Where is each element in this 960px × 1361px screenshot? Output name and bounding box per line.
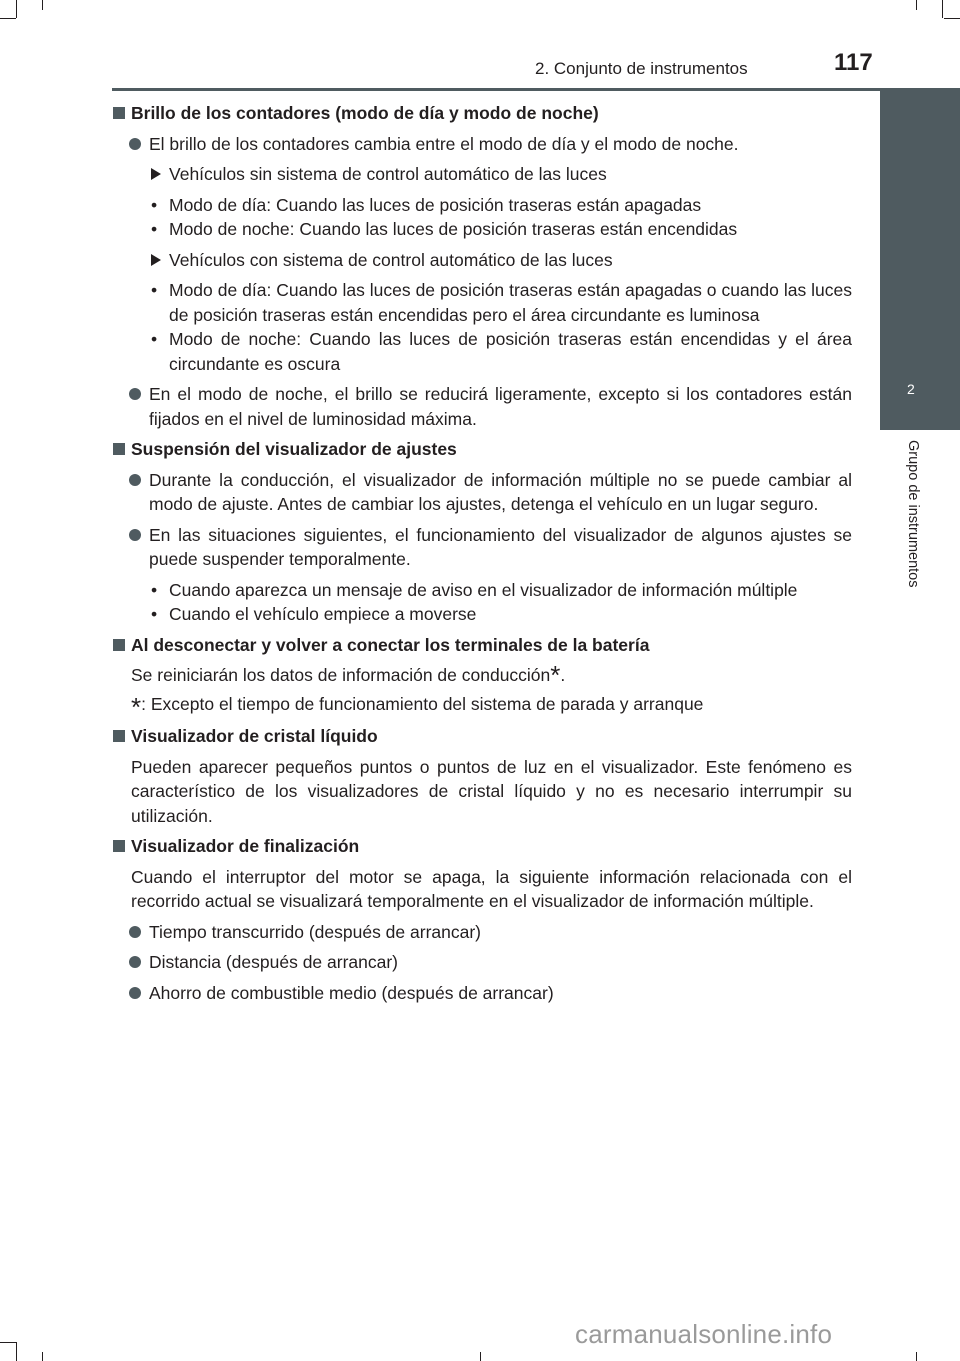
section-heading	[112, 834, 852, 859]
heading-text: Al desconectar y volver a conectar los terminales de la batería	[131, 634, 650, 655]
header-rule	[112, 88, 960, 91]
list-item-text: Modo de noche: Cuando las luces de posición traseras están encendidas y el área circundante es oscura	[169, 329, 852, 374]
paragraph-text: Distancia (después de arrancar)	[149, 952, 399, 972]
list-item-text: Modo de noche: Cuando las luces de posición traseras están encendidas	[169, 219, 738, 239]
page-content	[112, 101, 852, 1011]
footnote-asterisk: *	[131, 691, 142, 722]
paragraph	[112, 865, 852, 914]
footnote	[112, 691, 852, 722]
footnote-text: : Excepto el tiempo de funcionamiento del sistema de parada y arranque	[141, 693, 704, 714]
square-bullet-icon	[113, 639, 125, 651]
square-bullet-icon	[113, 107, 125, 119]
section-heading	[112, 437, 852, 462]
paragraph-text: Se reiniciarán los datos de información de conducción	[131, 665, 551, 685]
paragraph-text: Pueden aparecer pequeños puntos o puntos de luz en el visualizador. Este fenómeno es característico de los visualizadores de cristal líquido y no es necesario interrumpir su utilización.	[131, 756, 852, 826]
list-item	[112, 278, 852, 327]
heading-text: Suspensión del visualizador de ajustes	[131, 439, 457, 459]
crop-mark	[0, 1342, 16, 1343]
circle-bullet-icon	[129, 926, 141, 938]
sub-heading-text: Vehículos sin sistema de control automático de las luces	[169, 164, 607, 184]
circle-item	[112, 468, 852, 517]
paragraph: Se reiniciarán los datos de información de conducción*.	[131, 660, 566, 690]
heading-text: Visualizador de cristal líquido	[131, 726, 378, 746]
crop-mark	[0, 18, 16, 19]
bullet-icon: •	[151, 604, 158, 624]
circle-item	[112, 950, 852, 975]
circle-item	[112, 981, 852, 1006]
header-section-title: 2. Conjunto de instrumentos	[535, 59, 748, 78]
section-heading	[112, 101, 852, 126]
heading-text: Brillo de los contadores (modo de día y modo de noche)	[131, 103, 599, 123]
crop-mark	[16, 1342, 17, 1361]
paragraph-text: En el modo de noche, el brillo se reducirá ligeramente, excepto si los contadores están fijados en el nivel de luminosidad máxima.	[149, 384, 852, 429]
paragraph-text: En las situaciones siguientes, el funcionamiento del visualizador de algunos ajustes se puede suspender temporalmente.	[149, 524, 852, 569]
paragraph-text: Durante la conducción, el visualizador de información múltiple no se puede cambiar al modo de ajuste. Antes de cambiar los ajustes, detenga el vehículo en un lugar seguro.	[149, 469, 852, 514]
crop-mark	[16, 0, 17, 18]
triangle-arrow-icon	[151, 254, 161, 266]
paragraph-text: Tiempo transcurrido (después de arrancar)	[149, 921, 481, 942]
crop-mark	[916, 1352, 917, 1361]
circle-bullet-icon	[129, 474, 141, 486]
chapter-tab	[880, 350, 960, 430]
bullet-icon: •	[151, 329, 158, 349]
circle-item	[112, 132, 852, 157]
paragraph-text: Ahorro de combustible medio (después de arrancar)	[149, 982, 554, 1003]
square-bullet-icon	[113, 730, 125, 742]
bullet-icon: •	[151, 579, 158, 600]
paragraph-text: El brillo de los contadores cambia entre el modo de día y el modo de noche.	[149, 133, 739, 154]
paragraph-text: Cuando el interruptor del motor se apaga, la siguiente información relacionada con el recorrido actual se visualizará temporalmente en el visualizador de información múltiple.	[131, 866, 852, 911]
list-item	[112, 602, 852, 627]
crop-mark	[42, 1352, 43, 1361]
list-item-text: Modo de día: Cuando las luces de posición traseras están apagadas o cuando las luces de posición traseras están encendidas pero el área circundante es luminosa	[169, 280, 852, 325]
section-heading	[112, 724, 852, 749]
crop-mark	[942, 0, 943, 18]
circle-bullet-icon	[129, 388, 141, 400]
crop-mark	[480, 1352, 481, 1361]
watermark: carmanualsonline.info	[575, 1319, 833, 1349]
crop-mark	[42, 0, 43, 10]
circle-bullet-icon	[129, 987, 141, 999]
list-item-text: Cuando el vehículo empiece a moverse	[169, 604, 477, 624]
list-item	[112, 217, 852, 242]
side-strip	[880, 91, 960, 350]
bullet-icon: •	[151, 194, 158, 215]
page-number: 117	[834, 49, 873, 76]
asterisk-mark: *	[550, 660, 561, 690]
section-heading	[112, 633, 852, 658]
chapter-number: 2	[907, 381, 915, 397]
paragraph	[112, 755, 852, 829]
circle-bullet-icon	[129, 529, 141, 541]
circle-bullet-icon	[129, 138, 141, 150]
list-item	[112, 327, 852, 376]
crop-mark	[944, 18, 960, 19]
list-item-text: Cuando aparezca un mensaje de aviso en el visualizador de información múltiple	[169, 579, 798, 600]
square-bullet-icon	[113, 840, 125, 852]
chapter-label: Grupo de instrumentos	[905, 440, 921, 588]
bullet-icon: •	[151, 219, 158, 239]
crop-mark	[916, 0, 917, 10]
bullet-icon: •	[151, 280, 158, 300]
circle-bullet-icon	[129, 956, 141, 968]
list-item	[112, 578, 852, 603]
list-item	[112, 193, 852, 218]
triangle-arrow-icon	[151, 168, 161, 180]
circle-item	[112, 920, 852, 945]
heading-text: Visualizador de finalización	[131, 836, 360, 856]
sub-heading-text: Vehículos con sistema de control automático de las luces	[169, 249, 613, 270]
sub-heading	[112, 162, 852, 187]
list-item-text: Modo de día: Cuando las luces de posición traseras están apagadas	[169, 194, 702, 215]
circle-item	[112, 523, 852, 572]
sub-heading	[112, 248, 852, 273]
square-bullet-icon	[113, 443, 125, 455]
circle-item	[112, 382, 852, 431]
